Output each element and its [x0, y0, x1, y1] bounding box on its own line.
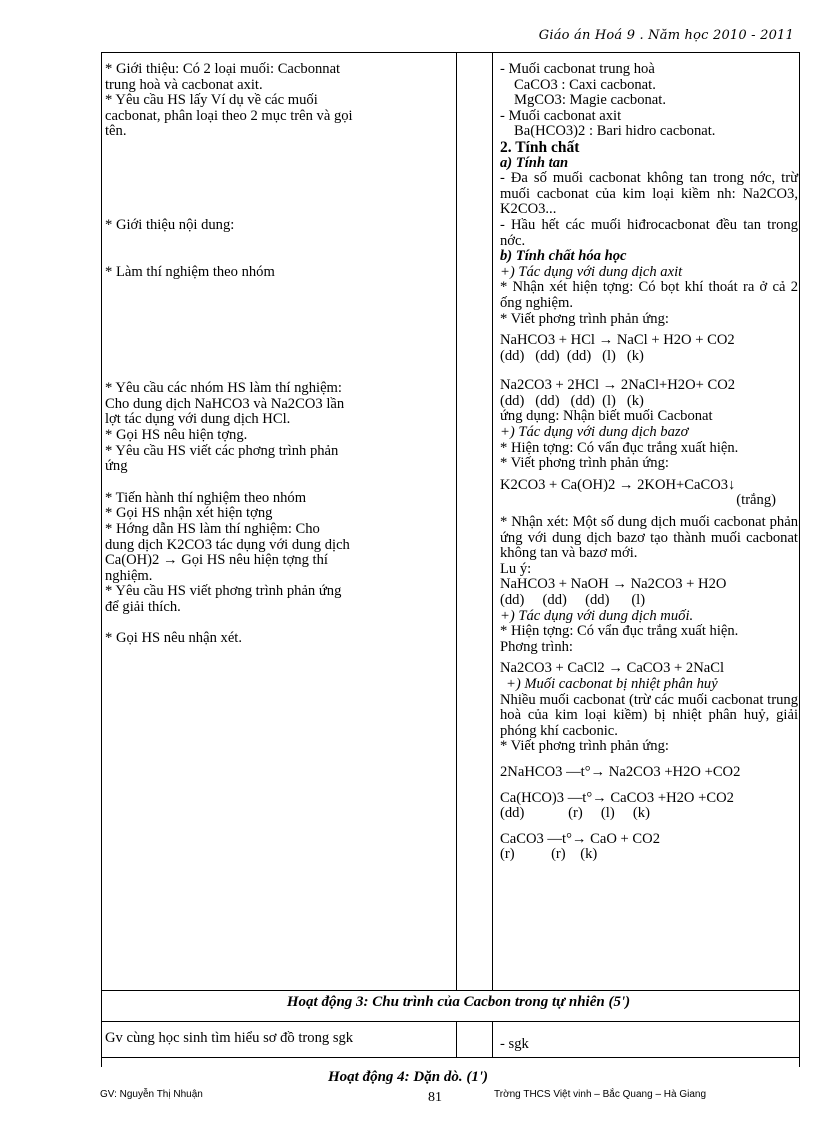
right-line: +) Tác dụng với dung dịch muối. — [500, 607, 694, 624]
right-line: MgCO3: Magie cacbonat. — [514, 92, 666, 109]
left-line: Ca(OH)2 → Gọi HS nêu hiện tợng thí — [105, 552, 328, 569]
left-line: cacbonat, phân loại theo 2 mục trên và gọi — [105, 107, 353, 124]
right-line: Lu ý: — [500, 560, 532, 577]
activity-3-title: Hoạt động 3: Chu trình của Cacbon trong tự nhiên (5') — [286, 994, 631, 1010]
table-divider-left-2 — [456, 1021, 457, 1057]
equation-states: (dd) (dd) (dd) (l) — [500, 592, 646, 608]
table-divider-left — [456, 52, 457, 990]
equation: Na2CO3 + 2HCl → 2NaCl+H2O+ CO2 — [500, 377, 736, 394]
left-line: trung hoà và cacbonat axit. — [105, 76, 263, 93]
table-right-border — [799, 52, 800, 1067]
left-column — [105, 62, 455, 647]
table-divider-right — [492, 52, 493, 990]
right-line: Phơng trình: — [500, 638, 573, 655]
left-line: * Giới thiệu: Có 2 loại muối: Cacbonnat — [105, 61, 341, 77]
left-line: nghiệm. — [105, 567, 153, 584]
right-line: +) Tác dụng với dung dịch axit — [500, 263, 683, 280]
right-line: Ba(HCO3)2 : Bari hidro cacbonat. — [514, 123, 716, 140]
left-line: * Yêu cầu HS viết phơng trình phản ứng — [105, 583, 342, 600]
right-paragraph: * Nhận xét: Một số dung dịch muối cacbonat phản ứng với dung dịch bazơ tạo thành muối cacbonat không tan và bazơ mới. — [500, 514, 798, 562]
equation-states: (dd) (r) (l) (k) — [500, 805, 650, 822]
right-paragraph: - Đa số muối cacbonat không tan trong nớc, trừ muối cacbonat của kim loại kiềm nh: Na2CO3, K2CO3... — [500, 170, 798, 218]
left-line: lợt tác dụng với dung dịch HCl. — [105, 411, 291, 428]
right-paragraph: Nhiều muối cacbonat (trừ các muối cacbonat trung hoà của kim loại kiềm) bị nhiệt phân huỷ, giải phóng khí cacbonic. — [500, 691, 798, 739]
page-number: 81 — [428, 1090, 442, 1105]
right-paragraph: * Nhận xét hiện tợng: Có bọt khí thoát ra ở cả 2 ống nghiệm. — [500, 279, 798, 311]
left-line: * Làm thí nghiệm theo nhóm — [105, 263, 275, 280]
table-bottom-border — [101, 1057, 799, 1058]
left-line: * Gọi HS nhận xét hiện tợng — [105, 505, 273, 522]
right-line: +) Muối cacbonat bị nhiệt phân huỷ — [506, 675, 718, 692]
equation: 2NaHCO3 —t°→ Na2CO3 +H2O +CO2 — [500, 763, 741, 780]
table-left-border — [101, 52, 102, 1067]
equation: K2CO3 + Ca(OH)2 → 2KOH+CaCO3↓ — [500, 476, 736, 493]
table-top-border — [101, 52, 799, 53]
right-paragraph: - Hầu hết các muối hiđrocacbonat đều tan trong nớc. — [500, 216, 798, 249]
equation-states: (dd) (dd) (dd) (l) (k) — [500, 392, 644, 409]
right-line: CaCO3 : Caxi cacbonat. — [514, 76, 656, 93]
right-line: ứng dụng: Nhận biết muối Cacbonat — [500, 408, 713, 425]
right-line: * Viết phơng trình phản ứng: — [500, 455, 669, 472]
subsection-heading: b) Tính chất hóa học — [500, 248, 627, 265]
footer-school: Trờng THCS Việt vinh – Bắc Quang – Hà Giang — [494, 1089, 707, 1100]
row-divider-1 — [101, 990, 799, 991]
left-line: để giải thích. — [105, 598, 181, 615]
equation-states: (dd) (dd) (dd) (l) (k) — [500, 347, 644, 364]
equation: NaHCO3 + HCl → NaCl + H2O + CO2 — [500, 332, 735, 349]
left-line: dung dịch K2CO3 tác dụng với dung dịch — [105, 536, 350, 553]
right-line: - Muối cacbonat trung hoà — [500, 61, 655, 77]
right-column — [500, 62, 798, 863]
left-line: tên. — [105, 123, 127, 140]
left-line: ứng — [105, 458, 128, 475]
equation: NaHCO3 + NaOH → Na2CO3 + H2O — [500, 576, 727, 593]
left-line: * Gọi HS nêu nhận xét. — [105, 630, 243, 647]
right-paragraph: * Hiện tợng: Có vẩn đục trắng xuất hiện. — [500, 623, 739, 640]
right-line: * Viết phơng trình phản ứng: — [500, 310, 669, 327]
section-heading: 2. Tính chất — [500, 138, 580, 156]
equation: Na2CO3 + CaCl2 → CaCO3 + 2NaCl — [500, 660, 725, 677]
right-line: * Viết phơng trình phản ứng: — [500, 738, 669, 755]
equation-states: (r) (r) (k) — [500, 846, 598, 863]
activity-4-title: Hoạt động 4: Dặn dò. (1') — [327, 1069, 488, 1085]
left-line: * Yêu cầu các nhóm HS làm thí nghiệm: — [105, 380, 342, 397]
subsection-heading: a) Tính tan — [500, 154, 569, 171]
equation-states: (trắng) — [736, 492, 776, 509]
left-line: * Hớng dẫn HS làm thí nghiệm: Cho — [105, 520, 320, 537]
footer-teacher: GV: Nguyễn Thị Nhuận — [100, 1089, 203, 1100]
table-divider-right-2 — [492, 1021, 493, 1057]
activity-3-right: - sgk — [500, 1036, 529, 1052]
activity-3-left: Gv cùng học sinh tìm hiểu sơ đồ trong sgk — [105, 1030, 354, 1046]
left-line: * Giới thiệu nội dung: — [105, 216, 235, 233]
right-line: - Muối cacbonat axit — [500, 107, 622, 124]
row-divider-2 — [101, 1021, 799, 1022]
page-header: Giáo án Hoá 9 . Năm học 2010 - 2011 — [538, 28, 794, 43]
equation: Ca(HCO)3 —t°→ CaCO3 +H2O +CO2 — [500, 789, 734, 806]
left-line: * Tiến hành thí nghiệm theo nhóm — [105, 489, 307, 506]
left-line: * Gọi HS nêu hiện tợng. — [105, 426, 248, 443]
right-line: +) Tác dụng với dung dịch bazơ — [500, 424, 689, 441]
left-line: * Yêu cầu HS lấy Ví dụ về các muối — [105, 92, 318, 109]
right-paragraph: * Hiện tợng: Có vẩn đục trắng xuất hiện. — [500, 439, 739, 456]
left-line: Cho dung dịch NaHCO3 và Na2CO3 lần — [105, 395, 345, 412]
left-line: * Yêu cầu HS viết các phơng trình phản — [105, 442, 339, 459]
equation: CaCO3 —t°→ CaO + CO2 — [500, 830, 661, 847]
